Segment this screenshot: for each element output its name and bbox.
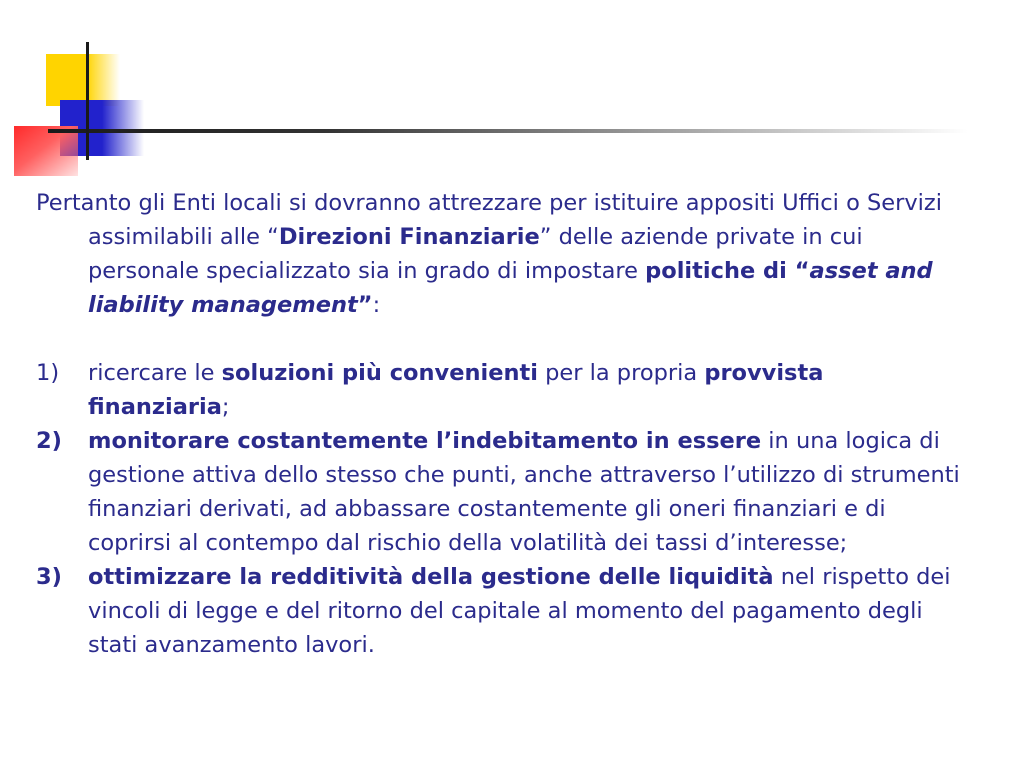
list-item-2 <box>36 424 966 560</box>
list-number-1: 1) <box>36 360 60 386</box>
list-item-3 <box>36 560 966 662</box>
red-square <box>14 126 78 176</box>
intro-paragraph <box>36 186 966 322</box>
horizontal-rule <box>48 129 968 133</box>
list-item-1 <box>36 356 966 424</box>
intro-bold-quote: ” <box>357 292 373 318</box>
intro-bold-direzioni: Direzioni Finanziarie <box>278 224 540 250</box>
intro-text-1: Pertanto gli Enti locali si dovranno attrezzare per istituire appositi Uffici o Servizi assimilabili alle “ <box>36 190 942 250</box>
intro-text-2: ” delle aziende private in cui personale specializzato sia in grado di impostare <box>88 224 863 284</box>
item-1-text-2: per la propria <box>537 360 705 386</box>
spacer <box>36 322 966 356</box>
slide-body <box>36 186 966 662</box>
item-2-text: in una logica di gestione attiva dello stesso che punti, anche attraverso l’utilizzo di strumenti finanziari derivati, ad abbassare costantemente gli oneri finanziari e di coprirsi al contempo dal rischio della volatilità dei tassi d’interesse; <box>88 428 960 556</box>
intro-bold-politiche: politiche di “ <box>645 258 810 284</box>
list-number-2: 2) <box>36 428 62 454</box>
item-3-text: nel rispetto dei vincoli di legge e del ritorno del capitale al momento del pagamento degli stati avanzamento lavori. <box>88 564 951 658</box>
list-number-3: 3) <box>36 564 62 590</box>
intro-bold-italic-alm: asset and liability management <box>88 258 933 318</box>
item-1-text-1: ricercare le <box>88 360 222 386</box>
vertical-rule <box>86 42 89 160</box>
item-3-bold: ottimizzare la redditività della gestione delle liquidità <box>88 564 774 590</box>
item-1-text-3: ; <box>221 394 230 420</box>
title-decoration <box>0 0 1024 180</box>
item-2-bold: monitorare costantemente l’indebitamento in essere <box>88 428 762 454</box>
item-1-bold-2: provvista finanziaria <box>88 360 824 420</box>
intro-colon: : <box>372 292 381 318</box>
yellow-square <box>46 54 120 106</box>
item-1-bold-1: soluzioni più convenienti <box>221 360 538 386</box>
